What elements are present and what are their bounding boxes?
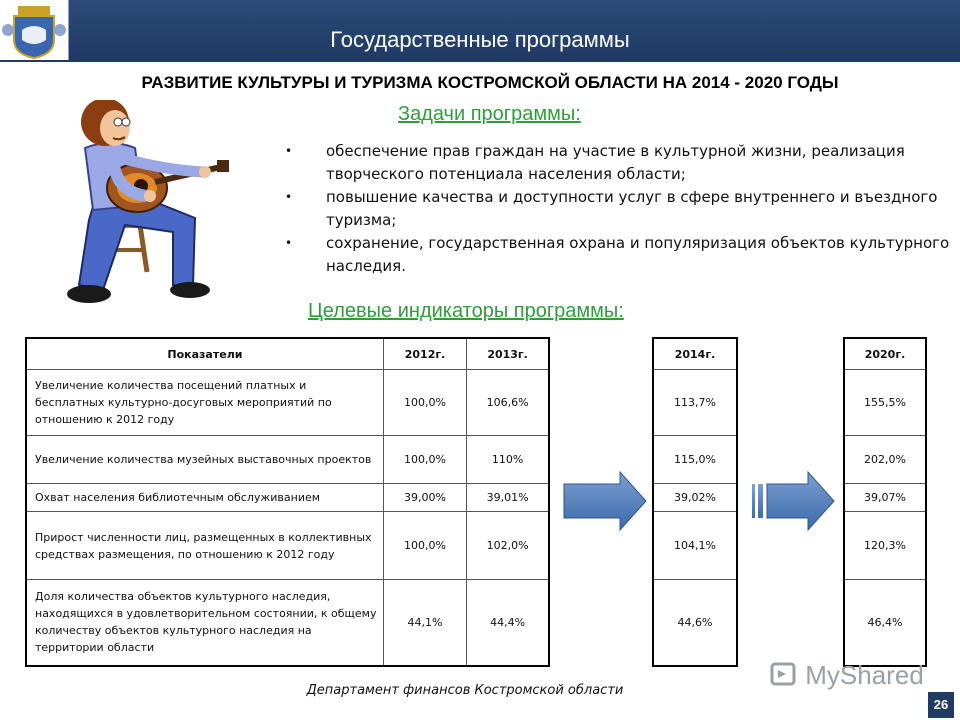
value-2014: 104,1%	[653, 512, 737, 580]
table-row	[844, 436, 926, 484]
table-row	[26, 580, 549, 666]
value-2014: 115,0%	[653, 436, 737, 484]
arrow-right-striped-icon	[748, 470, 836, 532]
value-2013: 39,01%	[467, 484, 549, 512]
coat-of-arms-emblem	[0, 0, 69, 60]
table-row	[844, 484, 926, 512]
indicator-label: Увеличение количества посещений платных и бесплатных культурно-досуговых мероприятий по отношению к 2012 году	[26, 370, 383, 436]
column-header-2020: 2020г.	[844, 338, 926, 370]
value-2020: 202,0%	[844, 436, 926, 484]
indicator-label: Увеличение количества музейных выставочных проектов	[26, 436, 383, 484]
value-2012: 100,0%	[383, 512, 466, 580]
table-row	[26, 484, 549, 512]
tasks-heading: Задачи программы:	[398, 103, 581, 125]
value-2012: 100,0%	[383, 370, 466, 436]
value-2013: 44,4%	[467, 580, 549, 666]
table-row	[653, 436, 737, 484]
page-title: РАЗВИТИЕ КУЛЬТУРЫ И ТУРИЗМА КОСТРОМСКОЙ ОБЛАСТИ НА 2014 - 2020 ГОДЫ	[141, 73, 839, 92]
column-header-2012: 2012г.	[383, 338, 466, 370]
table-row	[653, 580, 737, 666]
value-2012: 100,0%	[383, 436, 466, 484]
value-2020: 39,07%	[844, 484, 926, 512]
table-row	[653, 370, 737, 436]
task-item: • сохранение, государственная охрана и популяризация объектов культурного наследия.	[285, 232, 955, 278]
value-2014: 39,02%	[653, 484, 737, 512]
table-row	[653, 484, 737, 512]
task-item: • повышение качества и доступности услуг в сфере внутреннего и въездного туризма;	[285, 186, 955, 232]
table-row	[26, 512, 549, 580]
value-2013: 102,0%	[467, 512, 549, 580]
value-2020: 120,3%	[844, 512, 926, 580]
value-2014: 44,6%	[653, 580, 737, 666]
value-2013: 110%	[467, 436, 549, 484]
indicator-label: Охват населения библиотечным обслуживанием	[26, 484, 383, 512]
column-header-2013: 2013г.	[467, 338, 549, 370]
value-2014: 113,7%	[653, 370, 737, 436]
table-row	[26, 436, 549, 484]
arrow-right-icon	[562, 470, 648, 532]
watermark-text: MyShared	[805, 660, 924, 690]
table-row	[844, 512, 926, 580]
coat-of-arms-icon	[0, 0, 68, 60]
indicators-heading: Целевые индикаторы программы:	[308, 300, 624, 322]
value-2012: 44,1%	[383, 580, 466, 666]
table-row	[26, 370, 549, 436]
guitarist-illustration	[55, 100, 235, 310]
page-number: 26	[928, 692, 954, 718]
column-header-indicators: Показатели	[26, 338, 383, 370]
indicator-label: Прирост численности лиц, размещенных в коллективных средствах размещения, по отношению к 2012 году	[26, 512, 383, 580]
value-2020: 155,5%	[844, 370, 926, 436]
task-item: • обеспечение прав граждан на участие в культурной жизни, реализация творческого потенциала населения области;	[285, 140, 955, 186]
indicators-table-2020	[843, 337, 927, 667]
watermark	[770, 660, 930, 690]
watermark-logo-icon	[770, 660, 798, 688]
value-2012: 39,00%	[383, 484, 466, 512]
value-2013: 106,6%	[467, 370, 549, 436]
indicators-table-2012-2013	[25, 337, 550, 667]
header-title: Государственные программы	[330, 27, 630, 52]
table-row	[844, 580, 926, 666]
indicator-label: Доля количества объектов культурного наследия, находящихся в удовлетворительном состоянии, к общему количеству объектов культурного наследия на территории области	[26, 580, 383, 666]
tasks-list	[285, 140, 955, 278]
value-2020: 46,4%	[844, 580, 926, 666]
footer-text: Департамент финансов Костромской области	[306, 683, 624, 698]
column-header-2014: 2014г.	[653, 338, 737, 370]
table-row	[844, 370, 926, 436]
indicators-table-2014	[652, 337, 738, 667]
table-row	[653, 512, 737, 580]
